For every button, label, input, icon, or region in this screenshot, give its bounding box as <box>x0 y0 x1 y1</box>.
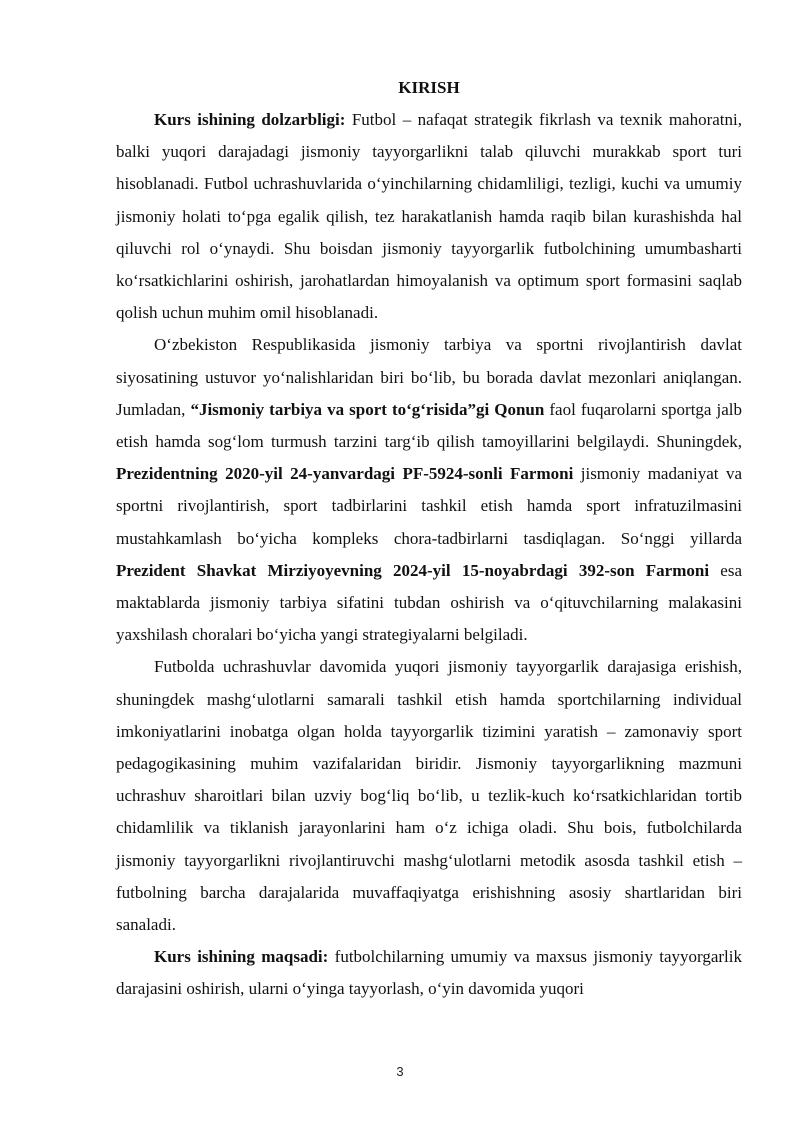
paragraph-segment: futbolchilarning umumiy va maxsus jismoniy tayyorgarlik darajasini oshirish, ularni o‘yinga tayyorlash, o‘yin davomida yuqori <box>116 947 743 999</box>
section-heading: KIRISH <box>398 78 460 97</box>
paragraph-segment: Prezidentning 2020-yil 24-yanvardagi PF-5924-sonli Farmoni <box>116 464 574 484</box>
paragraph-segment: Futbolda uchrashuvlar davomida yuqori jismoniy tayyorgarlik darajasiga erishish, shuningdek mashg‘ulotlarni samarali tashkil etish hamda sportchilarning individual imkoniyatlarini inobatga olgan holda tayyorgarlik tizimini yaratish – zamonaviy sport pedagogikasining muhim vazifalaridan biridir. Jismoniy tayyorgarlikning mazmuni uchrashuv sharoitlari bilan uzviy bog‘liq bo‘lib, u tezlik-kuch ko‘rsatkichlaridan tortib chidamlilik va tiklanish jarayonlarini ham o‘z ichiga oladi. Shu bois, futbolchilarda jismoniy tayyorgarlikni rivojlantiruvchi mashg‘ulotlarni metodik asosda tashkil etish – futbolning barcha darajalarida muvaffaqiyatga erishishning asosiy shartlaridan biri sanaladi. <box>116 657 742 935</box>
paragraph-segment: O‘zbekiston Respublikasida jismoniy tarbiya va sportni rivojlantirish davlat siyosatining ustuvor yo‘nalishlaridan biri bo‘lib, bu borada davlat mezonlari aniqlangan. Jumladan, <box>116 335 742 419</box>
paragraph-goal <box>116 941 742 1005</box>
paragraph-relevance <box>116 104 742 329</box>
paragraph-segment: esa maktablarda jismoniy tarbiya sifatini tubdan oshirish va o‘qituvchilarning malakasini yaxshilash choralari bo‘yicha yangi strategiyalarni belgiladi. <box>116 560 742 645</box>
paragraph-training <box>116 651 742 941</box>
paragraph-segment: Kurs ishining maqsadi: <box>154 947 329 967</box>
paragraph-legislation <box>116 329 742 651</box>
paragraph-segment: Futbol – nafaqat strategik fikrlash va texnik mahoratni, balki yuqori darajadagi jismoniy tayyorgarlikni talab qiluvchi murakkab sport turi hisoblanadi. Futbol uchrashuvlarida o‘yinchilarning chidamliligi, tezligi, kuchi va umumiy jismoniy holati to‘pga egalik qilish, tez harakatlanish hamda raqib bilan kurashishda hal qiluvchi rol o‘ynaydi. Shu boisdan jismoniy tayyorgarlik futbolchining umumbasharti ko‘rsatkichlarini oshirish, jarohatlardan himoyalanish va optimum sport formasini saqlab qolish uchun muhim omil hisoblanadi. <box>116 110 742 323</box>
paragraph-segment: Prezident Shavkat Mirziyoyevning 2024-yil 15-noyabrdagi 392-son Farmoni <box>116 560 710 580</box>
paragraph-segment: jismoniy madaniyat va sportni rivojlantirish, sport tadbirlarini tashkil etish hamda sport infratuzilmasini mustahkamlash bo‘yicha kompleks chora-tadbirlarni tasdiqlagan. So‘nggi yillarda <box>116 464 742 548</box>
document-page <box>116 72 742 1006</box>
page-number: 3 <box>396 1064 404 1079</box>
paragraph-segment: Kurs ishining dolzarbligi: <box>154 110 346 129</box>
paragraph-segment: “Jismoniy tarbiya va sport to‘g‘risida”gi Qonun <box>190 399 545 419</box>
paragraph-segment: faol fuqarolarni sportga jalb etish hamda sog‘lom turmush tarzini targ‘ib qilish tamoyillarini belgilaydi. Shuningdek, <box>116 399 742 452</box>
